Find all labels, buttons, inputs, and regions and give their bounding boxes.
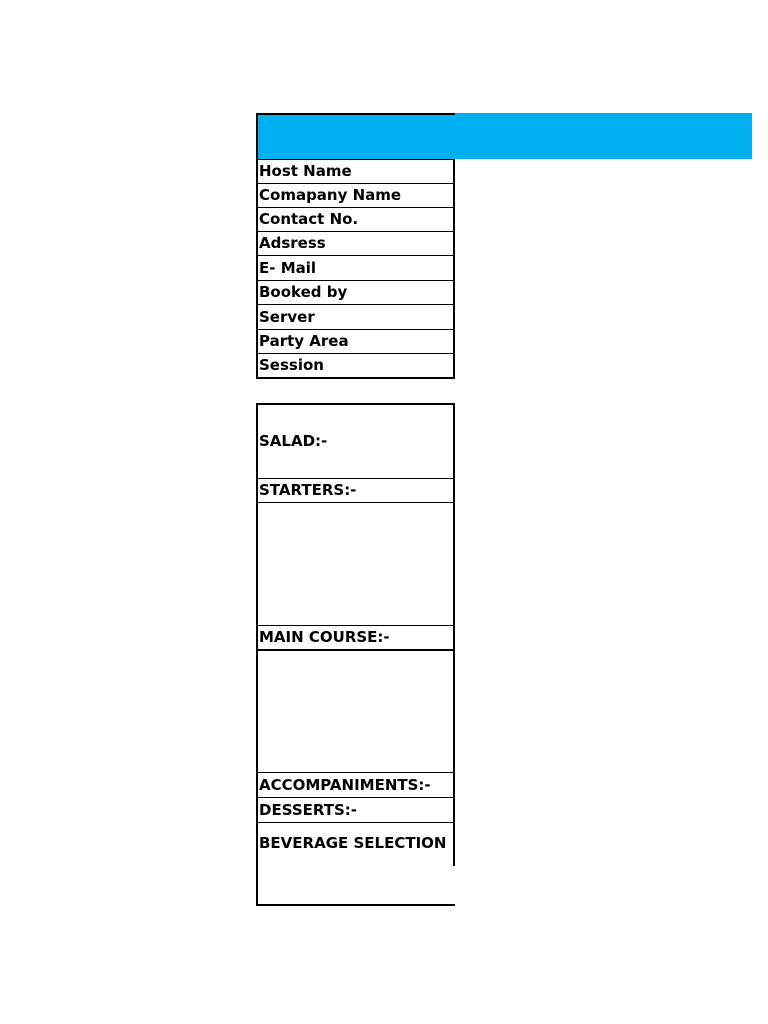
beverage-selection-label: BEVERAGE SELECTION <box>256 822 455 906</box>
company-name-label: Comapany Name <box>256 183 455 208</box>
contact-no-label: Contact No. <box>256 207 455 232</box>
accompaniments-label: ACCOMPANIMENTS:- <box>256 772 455 798</box>
server-label: Server <box>256 304 455 330</box>
address-label: Adsress <box>256 231 455 256</box>
beverage-right-border <box>453 822 455 866</box>
party-area-label: Party Area <box>256 329 455 354</box>
salad-label: SALAD:- <box>256 403 455 479</box>
header-banner-border <box>256 113 455 159</box>
desserts-label: DESSERTS:- <box>256 797 455 823</box>
session-label: Session <box>256 353 455 379</box>
booked-by-label: Booked by <box>256 280 455 305</box>
main-course-content-area <box>256 649 455 773</box>
host-name-label: Host Name <box>256 159 455 184</box>
starters-label: STARTERS:- <box>256 478 455 503</box>
starters-content-area <box>256 502 455 626</box>
main-course-label: MAIN COURSE:- <box>256 625 455 650</box>
email-label: E- Mail <box>256 255 455 281</box>
